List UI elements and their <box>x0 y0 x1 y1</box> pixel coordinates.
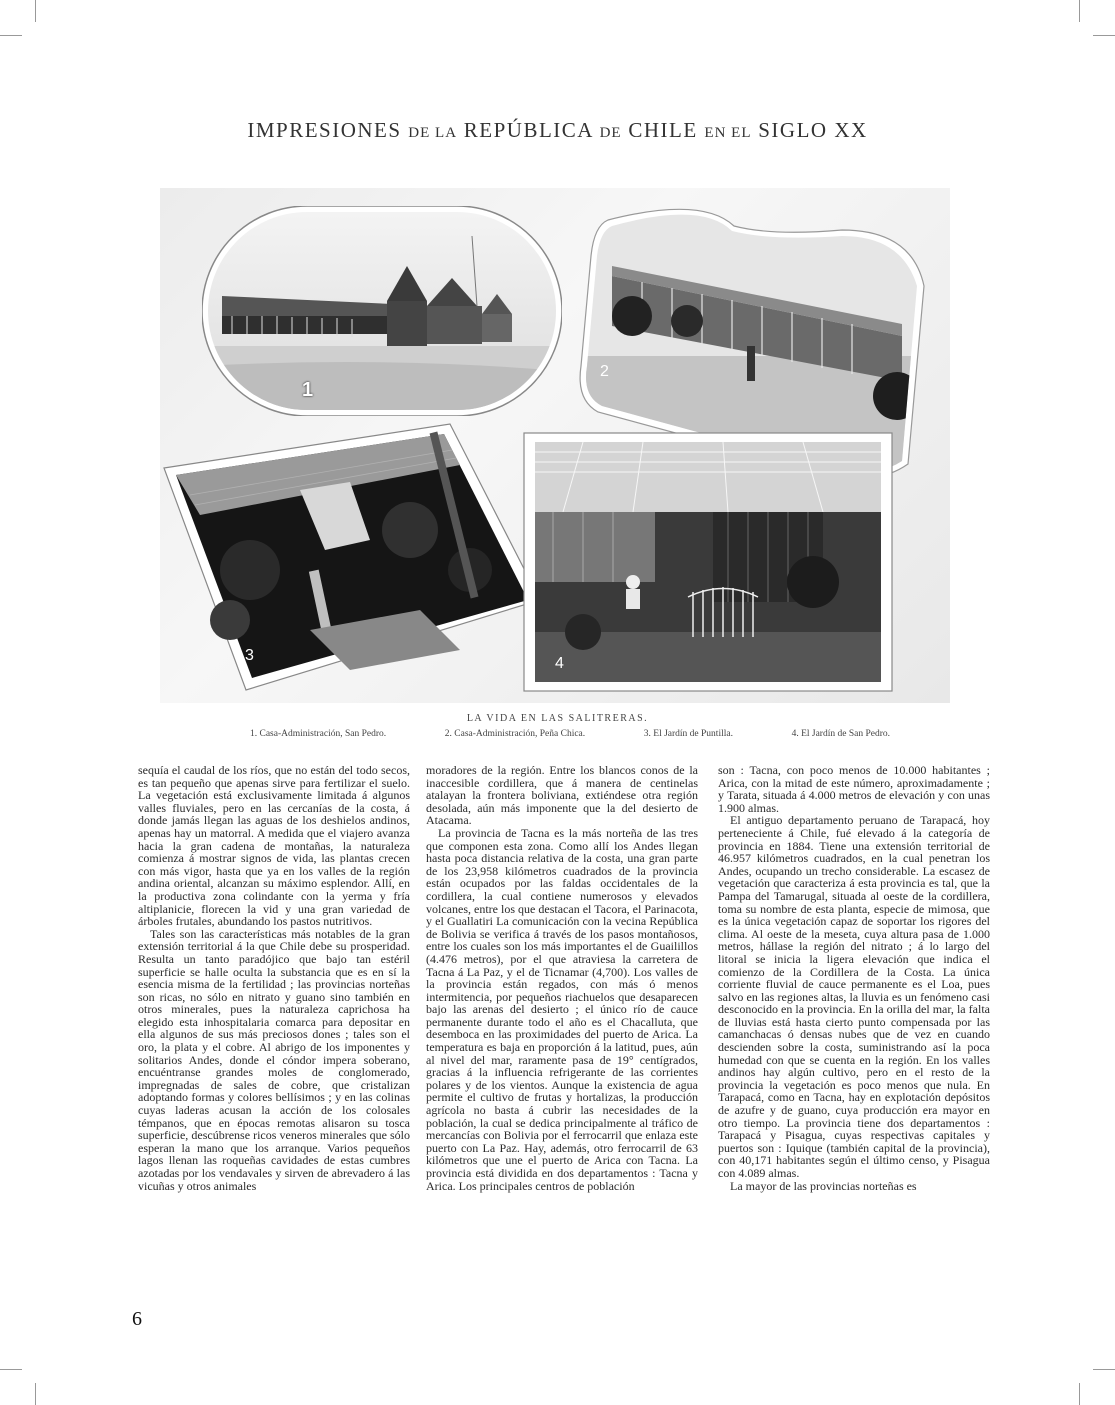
header-word: REPÚBLICA <box>463 118 593 142</box>
header-word: DE LA <box>408 125 458 141</box>
crop-mark <box>1093 1369 1115 1370</box>
crop-mark <box>1079 0 1080 22</box>
paragraph: son : Tacna, con poco menos de 10.000 habitantes ; Arica, con la mitad de este número, aproximadamente ; y Tarata, situada á 4.000 metros de elevación y con unas 1.900 almas. <box>718 763 990 815</box>
paragraph: sequía el caudal de los ríos, que no están del todo secos, es tan pequeño que apenas sirve para fertilizar el suelo. La vegetación está exclusivamente limitada á algunos valles fluviales, pero en las cercanías de la costa, á donde jamás llegan las aguas de los deshielos andinos, apenas hay un matorral. A medida que el viajero avanza hacia la gran cadena de montañas, la naturaleza comienza á mostrar signos de vida, las plantas crecen con más vigor, hasta que ya en los valles de la región andina oriental, alcanzan su máximo esplendor. Allí, en la productiva zona colindante con la yerma y fría altiplanicie, florecen la vid y una gran variedad de árboles frutales, abundando los pastos nutritivos. <box>138 763 410 929</box>
caption-item: 4. El Jardín de San Pedro. <box>791 729 890 739</box>
photo-jardin-de-puntilla <box>160 420 545 705</box>
paragraph: La provincia de Tacna es la más norteña de las tres que componen esta zona. Como allí los Andes llegan hasta poca distancia relativa de la costa, una gran parte de los 23,958 kilómetros cuadrados de la provincia están ocupados por las faldas occidentales de la cordillera, la cual contiene numerosos y elevados volcanes, entre los que destacan el Tacora, el Parinacota, y el Guallatiri La comunicación con la vecina República de Bolivia se verifica á través de los pasos montañosos, entre los cuales son los más importantes el de Guailillos (4.476 metros), por el que atraviesa la carretera de Tacna á La Paz, y el de Ticnamar (4,700). Los valles de la provincia están regados, con más ó menos intermitencia, por pequeños riachuelos que desaparecen bajo las arenas del desierto ; el único río de cauce permanente durante todo el año es el Chacalluta, que desemboca en las proximidades del puerto de Arica. La temperatura es baja en proporción á la latitud, pues, aún al nivel del mar, raramente pasa de 19° centígrados, gracias á la influencia refrigerante de las corrientes polares y de los vientos. Aunque la existencia de agua permite el cultivo de frutas y hortalizas, la producción agrícola no basta á cubrir las necesidades de la población, la cual se dedica principalmente al tráfico de mercancías con Bolivia por el ferrocarril que enlaza este puerto con La Paz. Hay, además, otro ferrocarril de 63 kilómetros que une el puerto de Arica con Tacna. La provincia está dividida en dos departamentos : Tacna y Arica. Los principales centros de población <box>426 825 698 1193</box>
crop-mark <box>0 1369 22 1370</box>
photo-casa-administracion-san-pedro <box>202 206 562 416</box>
crop-mark <box>1079 1383 1080 1405</box>
caption-item: 3. El Jardín de Puntilla. <box>643 729 733 739</box>
header-word: EN EL <box>704 125 752 141</box>
paragraph: Tales son las características más notables de la gran extensión territorial á la que Chile debe su prosperidad. Resulta un tanto paradójico que bajo tan estéril superficie se halle oculta la substancia que es en sí la esencia misma de la fertilidad ; las provincias norteñas son ricas, no sólo en nitrato y guano sino también en otros minerales, pues la naturaleza caprichosa ha elegido esta inhospitalaria comarca para depositar en ella algunos de sus más preciosos dones ; tales son el oro, la plata y el cobre. Al abrigo de los imponentes y solitarios Andes, donde el cóndor impera soberano, encuéntranse grandes moles de conglomerado, impregnadas de sales de cobre, que cristalizan adoptando formas y colores bellísimos ; y en las colinas cuyas laderas acusan la acción de los colosales témpanos, que en épocas remotas alisaron su tosca superficie, descúbrense ricos veneros minerales que sólo esperan la mano que los arranque. Varios pequeños lagos llenan las roqueñas cavidades de estas cumbres azotadas por los vendavales y sirven de abrevadero á las vicuñas y otros animales <box>138 926 410 1193</box>
photo-number: 4 <box>555 655 564 672</box>
header-word: CHILE <box>628 118 698 142</box>
page-number: 6 <box>132 1308 142 1330</box>
text-column-3 <box>718 764 990 1192</box>
header-word: DE <box>599 125 622 141</box>
paragraph: moradores de la región. Entre los blancos conos de la inaccesible cordillera, que á manera de centinelas atalayan la frontera boliviana, extiéndese otra región desolada, aún más imponente que la del desierto de Atacama. <box>426 763 698 828</box>
crop-mark <box>0 35 22 36</box>
paragraph: La mayor de las provincias norteñas es <box>730 1178 917 1193</box>
caption-item: 2. Casa-Administración, Peña Chica. <box>444 729 586 739</box>
crop-mark <box>35 0 36 22</box>
header-word: SIGLO XX <box>758 118 868 142</box>
photo-number: 2 <box>600 363 609 380</box>
running-header <box>0 118 1115 143</box>
crop-mark <box>35 1383 36 1405</box>
text-column-1 <box>138 764 410 1192</box>
header-word: IMPRESIONES <box>247 118 402 142</box>
photo-plate <box>160 188 950 703</box>
caption-item: 1. Casa-Administración, San Pedro. <box>250 729 387 739</box>
plate-caption-title: LA VIDA EN LAS SALITRERAS. <box>466 713 649 724</box>
text-column-2 <box>426 764 698 1192</box>
paragraph: El antiguo departamento peruano de Tarapacá, hoy perteneciente á Chile, fué elevado á la categoría de provincia en 1884. Tiene una extensión territorial de 46.957 kilómetros cuadrados, en la cual penetran los Andes, ocupando un trecho considerable. La escasez de vegetación que caracteriza á esta provincia es tal, que la Pampa del Tamarugal, situada al oeste de la cordillera, toma su nombre de esta planta, especie de mimosa, que es la única vegetación capaz de soportar los rigores del clima. Al oeste de la meseta, cuya altura pasa de 1.000 metros, hállase la región del nitrato ; á lo largo del litoral se inicia la ligera elevación que indica el comienzo de la Cordillera de la Costa. La única corriente fluvial de cauce permanente es el Loa, pues salvo en las regiones altas, la lluvia es un fenómeno casi desconocido en la provincia. En la orilla del mar, la falta de lluvias está hasta cierto punto compensada por las camanchacas ó densas nubes que de vez en cuando descienden sobre la costa, suministrando así la poca humedad con que se cuenta en la región. En los valles andinos hay algún cultivo, pero en el resto de la provincia la vegetación es poco menos que nula. En Tarapacá, como en Tacna, hay en explotación depósitos de azufre y de guano, cuya producción era mayor en otro tiempo. La provincia tiene dos departamentos : Tarapacá y Pisagua, cuyas respectivas capitales y puertos son : Iquique (también capital de la provincia), con 40,171 habitantes según el último censo, y Pisagua con 4.089 almas. <box>718 813 990 1180</box>
crop-mark <box>1093 35 1115 36</box>
plate-captions <box>250 729 890 739</box>
photo-number: 1 <box>302 379 314 401</box>
photo-number: 3 <box>245 647 254 664</box>
photo-jardin-de-san-pedro <box>523 432 893 694</box>
